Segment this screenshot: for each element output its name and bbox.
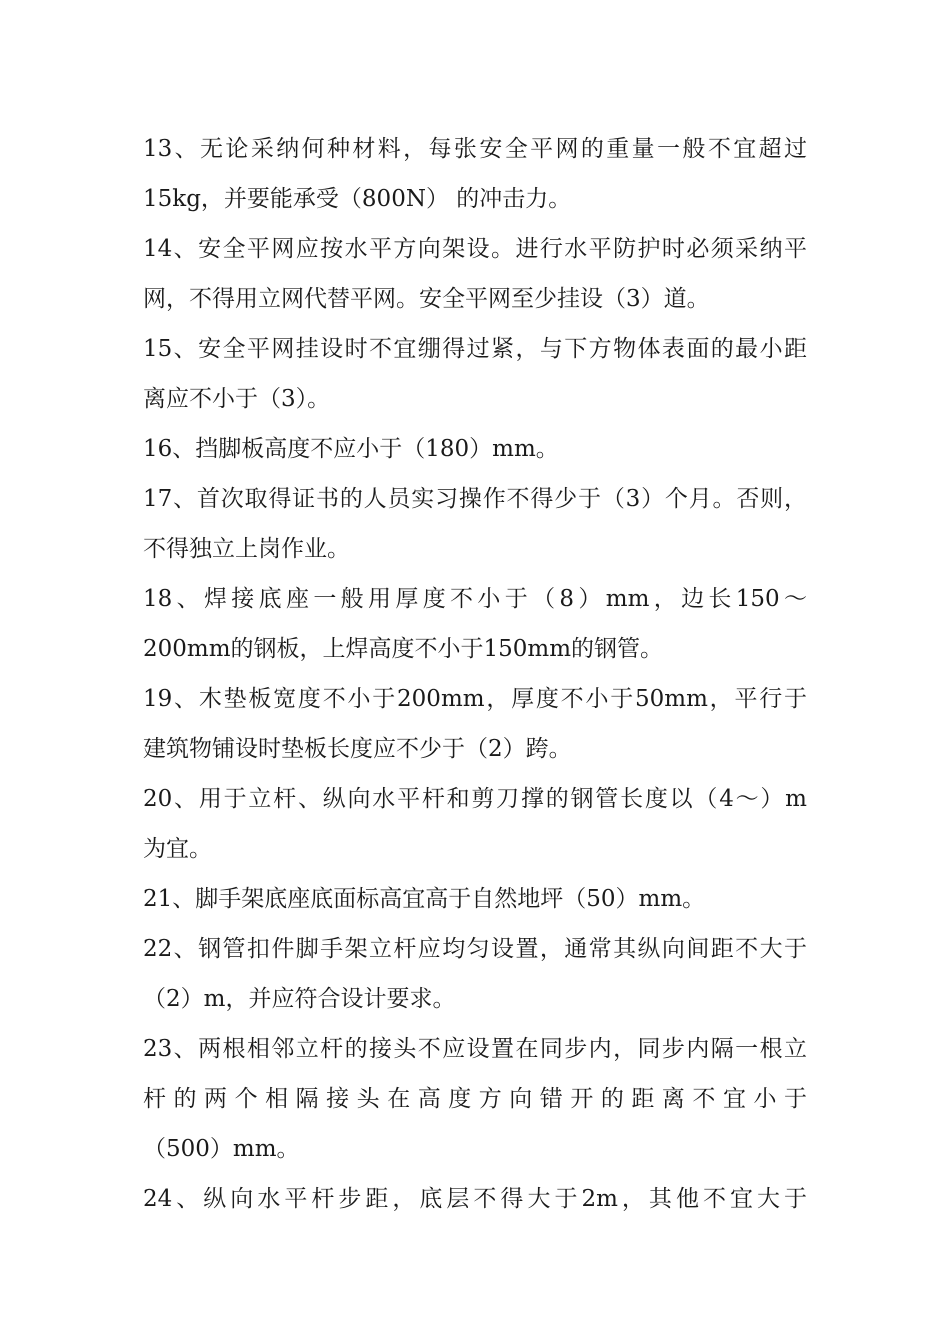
text-line: 不得独立上岗作业。 bbox=[143, 536, 350, 562]
text-line: 杆的两个相隔接头在高度方向错开的距离不宜小于 bbox=[143, 1086, 807, 1112]
text-line: 18、焊接底座一般用厚度不小于（8）mm，边长150～ bbox=[143, 586, 807, 612]
text-line: 为宜。 bbox=[143, 836, 212, 862]
text-line: 23、两根相邻立杆的接头不应设置在同步内，同步内隔一根立 bbox=[143, 1036, 807, 1062]
text-line: 20、用于立杆、纵向水平杆和剪刀撑的钢管长度以（4～）m bbox=[143, 786, 807, 812]
text-line: 19、木垫板宽度不小于200mm，厚度不小于50mm，平行于 bbox=[143, 686, 807, 712]
text-line: 15、安全平网挂设时不宜绷得过紧，与下方物体表面的最小距 bbox=[143, 336, 807, 362]
text-line: 13、无论采纳何种材料，每张安全平网的重量一般不宜超过 bbox=[143, 136, 807, 162]
text-line: 22、钢管扣件脚手架立杆应均匀设置，通常其纵向间距不大于 bbox=[143, 936, 807, 962]
text-line: 15kg，并要能承受（800N） 的冲击力。 bbox=[143, 186, 572, 212]
text-line: 14、安全平网应按水平方向架设。进行水平防护时必须采纳平 bbox=[143, 236, 807, 262]
text-line: 建筑物铺设时垫板长度应不少于（2）跨。 bbox=[143, 736, 572, 762]
text-line: 离应不小于（3）。 bbox=[143, 386, 331, 412]
text-line: 24、纵向水平杆步距，底层不得大于2m，其他不宜大于 bbox=[143, 1186, 807, 1212]
text-line: 16、挡脚板高度不应小于（180）mm。 bbox=[143, 436, 559, 462]
text-line: 网，不得用立网代替平网。安全平网至少挂设（3）道。 bbox=[143, 286, 710, 312]
text-line: （500）mm。 bbox=[143, 1136, 300, 1162]
document-body bbox=[143, 124, 807, 1224]
text-line: 200mm的钢板，上焊高度不小于150mm的钢管。 bbox=[143, 636, 664, 662]
text-line: 21、脚手架底座底面标高宜高于自然地坪（50）mm。 bbox=[143, 886, 706, 912]
text-line: （2）m，并应符合设计要求。 bbox=[143, 986, 456, 1012]
text-line: 17、首次取得证书的人员实习操作不得少于（3）个月。否则， bbox=[143, 486, 807, 512]
